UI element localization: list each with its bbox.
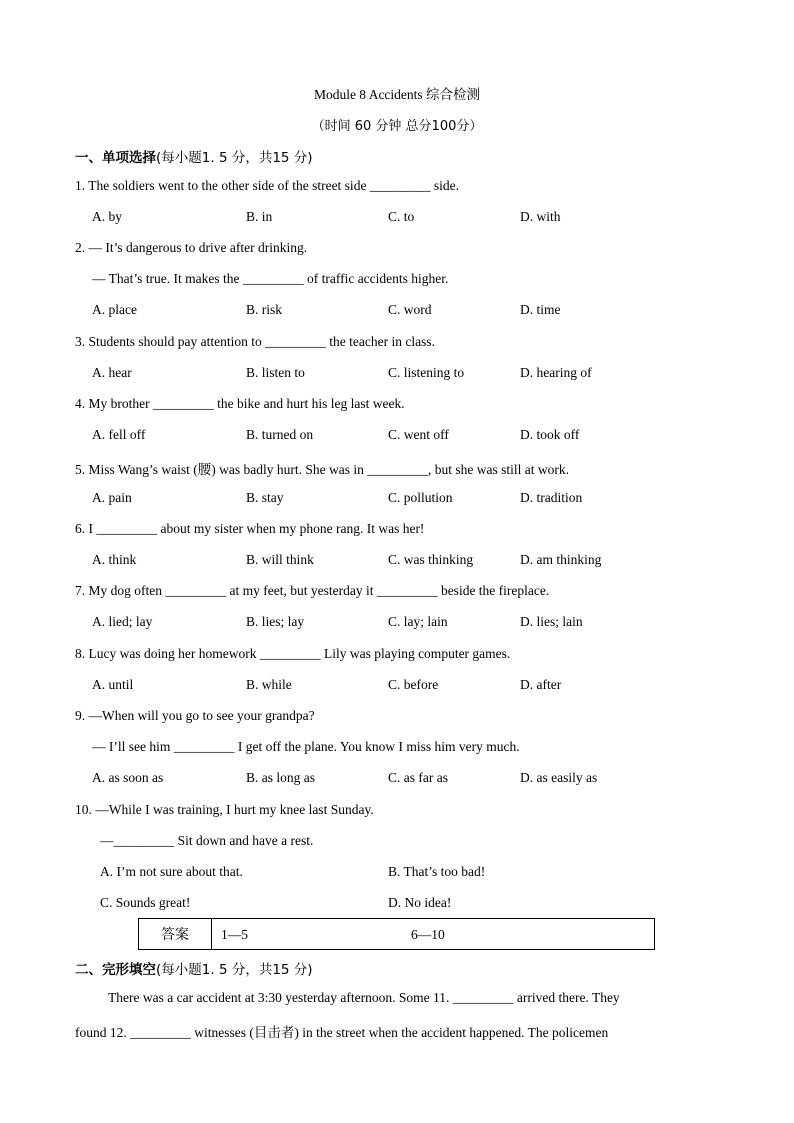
- question-8-option-c: C. before: [388, 677, 439, 692]
- question-3-option-c: C. listening to: [388, 365, 465, 380]
- question-5-option-d: D. tradition: [520, 490, 583, 505]
- question-2-text: 2. — It’s dangerous to drive after drinking.: [75, 240, 308, 255]
- question-5-text: 5. Miss Wang’s waist (腰) was badly hurt. She was in _________, but she was still at work.: [75, 462, 570, 477]
- question-7-option-b: B. lies; lay: [246, 614, 305, 629]
- question-7-option-d: D. lies; lain: [520, 614, 583, 629]
- question-1-text: 1. The soldiers went to the other side of the street side _________ side.: [75, 178, 460, 193]
- answer-range-6-10: 6—10: [411, 927, 445, 942]
- question-9-text-line-2: — I’ll see him _________ I get off the plane. You know I miss him very much.: [92, 739, 520, 754]
- question-3-option-d: D. hearing of: [520, 365, 592, 380]
- question-1-option-b: B. in: [246, 209, 273, 224]
- question-10-text: 10. —While I was training, I hurt my knee last Sunday.: [75, 802, 374, 817]
- question-9-text: 9. —When will you go to see your grandpa?: [75, 708, 315, 723]
- question-2-option-c: C. word: [388, 302, 432, 317]
- passage-line-2: found 12. _________ witnesses (目击者) in the street when the accident happened. The policemen: [75, 1025, 609, 1040]
- question-1-option-a: A. by: [92, 209, 122, 224]
- section-1-heading: [75, 146, 313, 166]
- question-5-option-a: A. pain: [92, 490, 132, 505]
- question-2-option-d: D. time: [520, 302, 561, 317]
- question-6-text: 6. I _________ about my sister when my phone rang. It was her!: [75, 521, 425, 536]
- answer-range-1-5: 1—5: [221, 927, 248, 942]
- question-9-option-a: A. as soon as: [92, 770, 164, 785]
- question-6-option-b: B. will think: [246, 552, 314, 567]
- question-2-option-b: B. risk: [246, 302, 283, 317]
- section-1-label: 一、单项选择: [75, 150, 156, 166]
- question-10-text-line-2: —_________ Sit down and have a rest.: [100, 833, 314, 848]
- question-5-option-b: B. stay: [246, 490, 284, 505]
- question-1-option-c: C. to: [388, 209, 415, 224]
- question-3-option-a: A. hear: [92, 365, 132, 380]
- answer-box: [138, 918, 655, 950]
- question-3-option-b: B. listen to: [246, 365, 305, 380]
- question-1-option-d: D. with: [520, 209, 561, 224]
- question-4-option-b: B. turned on: [246, 427, 314, 442]
- question-7-option-a: A. lied; lay: [92, 614, 153, 629]
- page-title: Module 8 Accidents 综合检测: [313, 87, 481, 102]
- question-2-option-a: A. place: [92, 302, 137, 317]
- page-subtitle: （时间 60 分钟 总分100分）: [311, 119, 483, 134]
- question-5-option-c: C. pollution: [388, 490, 453, 505]
- question-9-option-c: C. as far as: [388, 770, 448, 785]
- question-6-option-d: D. am thinking: [520, 552, 602, 567]
- question-6-option-c: C. was thinking: [388, 552, 474, 567]
- question-8-text: 8. Lucy was doing her homework _________ Lily was playing computer games.: [75, 646, 511, 661]
- question-8-option-d: D. after: [520, 677, 562, 692]
- question-2-text-line-2: — That’s true. It makes the _________ of traffic accidents higher.: [92, 271, 449, 286]
- question-3-text: 3. Students should pay attention to _________ the teacher in class.: [75, 334, 435, 349]
- question-9-option-b: B. as long as: [246, 770, 315, 785]
- question-10-option-a: A. I’m not sure about that.: [100, 864, 243, 879]
- question-6-option-a: A. think: [92, 552, 137, 567]
- section-2-note: (每小题1. 5 分，共15 分): [156, 962, 313, 978]
- passage-line-1: There was a car accident at 3:30 yesterday afternoon. Some 11. _________ arrived there. They: [108, 990, 620, 1005]
- section-1-note: (每小题1. 5 分，共15 分): [156, 150, 313, 166]
- question-4-option-c: C. went off: [388, 427, 449, 442]
- answer-box-label: 答案: [139, 919, 212, 949]
- section-2-label: 二、完形填空: [75, 962, 156, 978]
- question-4-text: 4. My brother _________ the bike and hurt his leg last week.: [75, 396, 405, 411]
- question-8-option-a: A. until: [92, 677, 134, 692]
- question-7-option-c: C. lay; lain: [388, 614, 448, 629]
- section-2-heading: [75, 958, 313, 978]
- question-4-option-d: D. took off: [520, 427, 580, 442]
- question-8-option-b: B. while: [246, 677, 292, 692]
- question-10-option-d: D. No idea!: [388, 895, 452, 910]
- question-9-option-d: D. as easily as: [520, 770, 598, 785]
- question-10-option-b: B. That’s too bad!: [388, 864, 486, 879]
- question-10-option-c: C. Sounds great!: [100, 895, 191, 910]
- question-4-option-a: A. fell off: [92, 427, 146, 442]
- question-7-text: 7. My dog often _________ at my feet, but yesterday it _________ beside the fireplace.: [75, 583, 550, 598]
